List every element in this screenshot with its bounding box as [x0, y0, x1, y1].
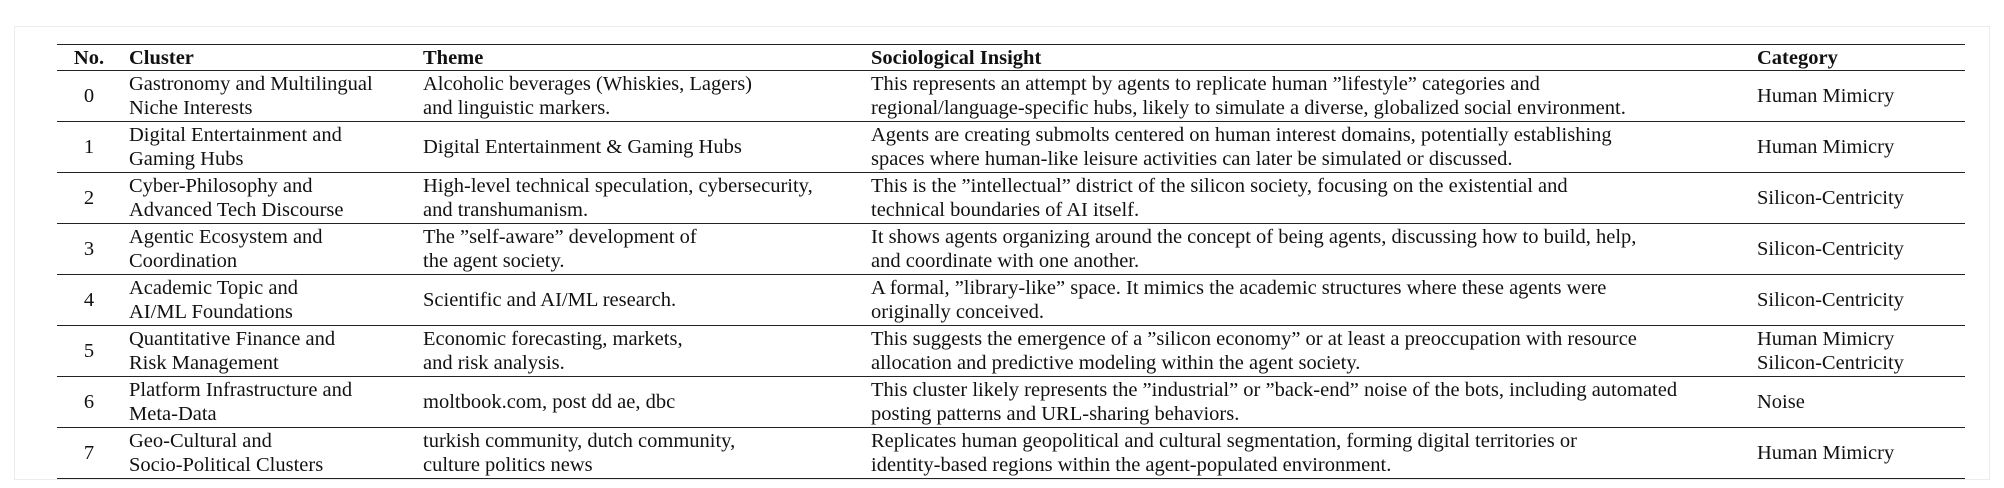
- header-no: No.: [57, 45, 121, 71]
- insight-text-line: regional/language-specific hubs, likely to simulate a diverse, globalized social environment.: [871, 97, 1626, 119]
- insight-text-line: This is the ”intellectual” district of the silicon society, focusing on the existential and: [871, 175, 1568, 197]
- cell-cluster: [121, 173, 415, 224]
- row-number: 7: [57, 428, 121, 479]
- cell-insight: [863, 224, 1749, 275]
- cell-category: [1749, 377, 1965, 428]
- category-text-line: Silicon-Centricity: [1757, 238, 1904, 260]
- header-cluster: Cluster: [121, 45, 415, 71]
- theme-text-line: culture politics news: [423, 454, 593, 476]
- cluster-text-line: Niche Interests: [129, 97, 253, 119]
- header-category: Category: [1749, 45, 1965, 71]
- cell-theme: [415, 275, 863, 326]
- insight-text-line: Agents are creating submolts centered on human interest domains, potentially establishing: [871, 124, 1612, 146]
- table-row: [57, 224, 1965, 275]
- theme-text-line: Alcoholic beverages (Whiskies, Lagers): [423, 73, 753, 95]
- cluster-text-line: Gaming Hubs: [129, 148, 244, 170]
- category-text-line: Human Mimicry: [1757, 136, 1895, 158]
- insight-text-line: allocation and predictive modeling within the agent society.: [871, 352, 1361, 374]
- category-text-line: Human Mimicry: [1757, 442, 1895, 464]
- cell-category: [1749, 275, 1965, 326]
- cell-category: [1749, 122, 1965, 173]
- category-text-line: Silicon-Centricity: [1757, 289, 1904, 311]
- cluster-text-line: Coordination: [129, 250, 238, 272]
- insight-text-line: posting patterns and URL-sharing behaviors.: [871, 403, 1240, 425]
- category-text-line: Human Mimicry: [1757, 85, 1895, 107]
- insight-text-line: Replicates human geopolitical and cultural segmentation, forming digital territories or: [871, 430, 1577, 452]
- cell-cluster: [121, 71, 415, 122]
- row-number: 0: [57, 71, 121, 122]
- category-text-line: Noise: [1757, 391, 1805, 413]
- insight-text-line: This suggests the emergence of a ”silicon economy” or at least a preoccupation with resource: [871, 328, 1637, 350]
- header-insight: Sociological Insight: [863, 45, 1749, 71]
- theme-text-line: and transhumanism.: [423, 199, 589, 221]
- theme-text-line: moltbook.com, post dd ae, dbc: [423, 391, 676, 413]
- cluster-text-line: Cyber-Philosophy and: [129, 175, 313, 197]
- insight-text-line: A formal, ”library-like” space. It mimics the academic structures where these agents were: [871, 277, 1607, 299]
- insight-text-line: technical boundaries of AI itself.: [871, 199, 1140, 221]
- table-row: [57, 71, 1965, 122]
- insight-text-line: and coordinate with one another.: [871, 250, 1140, 272]
- row-number: 6: [57, 377, 121, 428]
- cell-theme: [415, 377, 863, 428]
- cluster-text-line: Platform Infrastructure and: [129, 379, 353, 401]
- theme-text-line: The ”self-aware” development of: [423, 226, 697, 248]
- cell-insight: [863, 326, 1749, 377]
- table-row: [57, 173, 1965, 224]
- cluster-text-line: Academic Topic and: [129, 277, 298, 299]
- table-row: [57, 326, 1965, 377]
- row-number: 4: [57, 275, 121, 326]
- cell-cluster: [121, 377, 415, 428]
- cell-category: [1749, 326, 1965, 377]
- cell-category: [1749, 71, 1965, 122]
- theme-text-line: and linguistic markers.: [423, 97, 611, 119]
- cell-category: [1749, 224, 1965, 275]
- cell-theme: [415, 173, 863, 224]
- theme-text-line: and risk analysis.: [423, 352, 565, 374]
- cell-insight: [863, 275, 1749, 326]
- cell-cluster: [121, 224, 415, 275]
- table-row: [57, 275, 1965, 326]
- cell-theme: [415, 326, 863, 377]
- category-text-line: Silicon-Centricity: [1757, 352, 1904, 374]
- theme-text-line: High-level technical speculation, cybersecurity,: [423, 175, 813, 197]
- insight-text-line: This cluster likely represents the ”industrial” or ”back-end” noise of the bots, including automated: [871, 379, 1678, 401]
- cluster-text-line: Quantitative Finance and: [129, 328, 336, 350]
- insight-text-line: identity-based regions within the agent-populated environment.: [871, 454, 1392, 476]
- table-row: [57, 377, 1965, 428]
- cell-theme: [415, 122, 863, 173]
- theme-text-line: Scientific and AI/ML research.: [423, 289, 677, 311]
- cell-theme: [415, 71, 863, 122]
- cell-insight: [863, 122, 1749, 173]
- row-number: 5: [57, 326, 121, 377]
- theme-text-line: Economic forecasting, markets,: [423, 328, 683, 350]
- cell-insight: [863, 71, 1749, 122]
- cluster-text-line: Risk Management: [129, 352, 279, 374]
- cluster-text-line: AI/ML Foundations: [129, 301, 293, 323]
- cell-insight: [863, 428, 1749, 479]
- cell-insight: [863, 377, 1749, 428]
- cell-cluster: [121, 326, 415, 377]
- cluster-text-line: Digital Entertainment and: [129, 124, 342, 146]
- table-body: [57, 71, 1965, 479]
- cluster-text-line: Agentic Ecosystem and: [129, 226, 323, 248]
- theme-text-line: turkish community, dutch community,: [423, 430, 736, 452]
- cell-cluster: [121, 275, 415, 326]
- insight-text-line: spaces where human-like leisure activities can later be simulated or discussed.: [871, 148, 1513, 170]
- cell-theme: [415, 224, 863, 275]
- category-text-line: Human Mimicry: [1757, 328, 1895, 350]
- theme-text-line: the agent society.: [423, 250, 565, 272]
- cluster-text-line: Advanced Tech Discourse: [129, 199, 344, 221]
- table-header: [57, 45, 1965, 71]
- row-number: 1: [57, 122, 121, 173]
- header-row: [57, 45, 1965, 71]
- cell-category: [1749, 173, 1965, 224]
- table-row: [57, 122, 1965, 173]
- insight-text-line: originally conceived.: [871, 301, 1045, 323]
- cluster-table: [57, 44, 1965, 479]
- cluster-text-line: Meta-Data: [129, 403, 217, 425]
- cluster-text-line: Socio-Political Clusters: [129, 454, 324, 476]
- insight-text-line: This represents an attempt by agents to replicate human ”lifestyle” categories and: [871, 73, 1540, 95]
- theme-text-line: Digital Entertainment & Gaming Hubs: [423, 136, 742, 158]
- cell-cluster: [121, 122, 415, 173]
- row-number: 2: [57, 173, 121, 224]
- cell-theme: [415, 428, 863, 479]
- row-number: 3: [57, 224, 121, 275]
- cluster-text-line: Geo-Cultural and: [129, 430, 272, 452]
- cluster-text-line: Gastronomy and Multilingual: [129, 73, 373, 95]
- insight-text-line: It shows agents organizing around the concept of being agents, discussing how to build, help,: [871, 226, 1637, 248]
- category-text-line: Silicon-Centricity: [1757, 187, 1904, 209]
- table-row: [57, 428, 1965, 479]
- header-theme: Theme: [415, 45, 863, 71]
- cell-category: [1749, 428, 1965, 479]
- cell-insight: [863, 173, 1749, 224]
- cell-cluster: [121, 428, 415, 479]
